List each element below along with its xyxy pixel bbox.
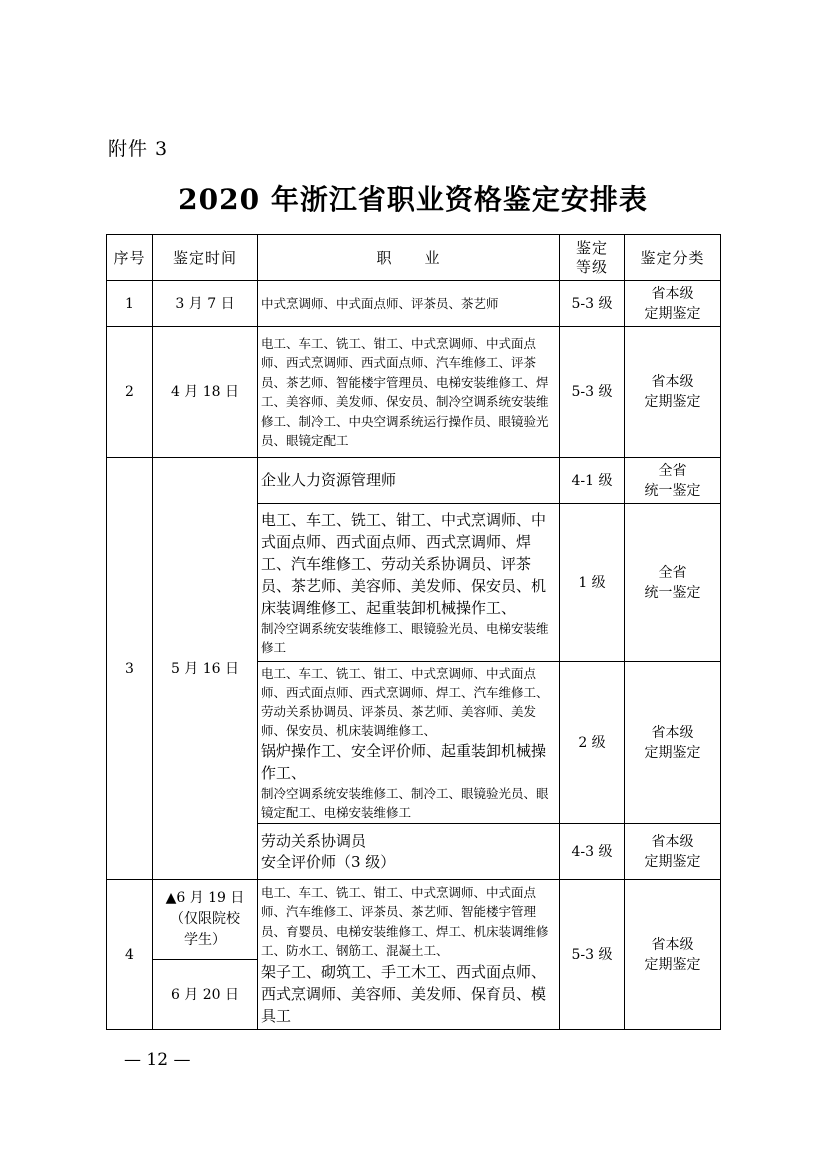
page-title: 2020 年浙江省职业资格鉴定安排表 [178,183,648,216]
row3-sub1-level: 4-1 级 [560,458,625,504]
row3-sub3-category: 省本级 定期鉴定 [625,662,721,824]
row3-sub4-occupation: 劳动关系协调员 安全评价师（3 级） [258,824,560,880]
row4-category: 省本级 定期鉴定 [625,880,721,1030]
row1-category: 省本级 定期鉴定 [625,281,721,327]
header-level: 鉴定 等级 [560,235,625,281]
header-seq: 序号 [107,235,153,281]
row3-sub4-level: 4-3 级 [560,824,625,880]
row3-sub2-level: 1 级 [560,504,625,662]
row3-sub3-level: 2 级 [560,662,625,824]
row4-level: 5-3 级 [560,880,625,1030]
schedule-table [106,234,721,1030]
row3-time: 5 月 16 日 [153,458,258,880]
row1-time: 3 月 7 日 [153,281,258,327]
header-occupation: 职 业 [258,235,560,281]
row4-occupation-part1: 电工、车工、铣工、钳工、中式烹调师、中式面点师、汽车维修工、评茶员、茶艺师、智能楼宇管理员、育婴员、电梯安装维修工、焊工、机床装调维修工、防水工、钢筋工、混凝土工、 [261,884,549,958]
header-time: 鉴定时间 [153,235,258,281]
row2-level: 5-3 级 [560,327,625,458]
page-number: — 12 — [124,1050,191,1070]
row4-time-b: 6 月 20 日 [153,960,258,1030]
row4-time-a: ▲6 月 19 日 （仅限院校 学生） [153,880,258,960]
row4-occupation [258,880,560,1030]
row3-sub3-occupation [258,662,560,824]
row3-seq: 3 [107,458,153,880]
row3-sub3-occupation-part3: 制冷空调系统安装维修工、制冷工、眼镜验光员、眼镜定配工、电梯安装维修工 [261,785,549,820]
row2-time: 4 月 18 日 [153,327,258,458]
row3-sub2-category: 全省 统一鉴定 [625,504,721,662]
table-row [107,458,721,504]
row4-occupation-part2: 架子工、砌筑工、手工木工、西式面点师、西式烹调师、美容师、美发师、保育员、模具工 [261,962,547,1025]
row3-sub2-occupation [258,504,560,662]
table-header-row [107,235,721,281]
row3-sub2-occupation-part1: 电工、车工、铣工、钳工、中式烹调师、中式面点师、西式面点师、西式烹调师、焊工、汽车维修工、劳动关系协调员、评茶员、茶艺师、美容师、美发师、保安员、机床装调维修工、起重装卸机械操作工、 [261,510,547,617]
row1-level: 5-3 级 [560,281,625,327]
row1-occupation: 中式烹调师、中式面点师、评茶员、茶艺师 [258,281,560,327]
table-row [107,880,721,960]
row3-sub3-occupation-part2: 锅炉操作工、安全评价师、起重装卸机械操作工、 [261,741,547,782]
row3-sub1-occupation: 企业人力资源管理师 [258,458,560,504]
row3-sub3-occupation-part1: 电工、车工、铣工、钳工、中式烹调师、中式面点师、西式面点师、西式烹调师、焊工、汽车维修工、劳动关系协调员、评茶员、茶艺师、美容师、美发师、保安员、机床装调维修工、 [261,665,549,738]
row3-sub1-category: 全省 统一鉴定 [625,458,721,504]
row4-seq: 4 [107,880,153,1030]
row2-seq: 2 [107,327,153,458]
attachment-label: 附件 3 [108,138,169,160]
table-row [107,281,721,327]
table-row [107,327,721,458]
row1-seq: 1 [107,281,153,327]
header-category: 鉴定分类 [625,235,721,281]
row3-sub2-occupation-part2: 制冷空调系统安装维修工、眼镜验光员、电梯安装维修工 [261,620,549,655]
row3-sub4-category: 省本级 定期鉴定 [625,824,721,880]
row2-category: 省本级 定期鉴定 [625,327,721,458]
row2-occupation: 电工、车工、铣工、钳工、中式烹调师、中式面点师、西式烹调师、西式面点师、汽车维修工、评茶员、茶艺师、智能楼宇管理员、电梯安装维修工、焊工、美容师、美发师、保安员、制冷空调系统安装维修工、制冷工、中央空调系统运行操作员、眼镜验光员、眼镜定配工 [258,327,560,458]
